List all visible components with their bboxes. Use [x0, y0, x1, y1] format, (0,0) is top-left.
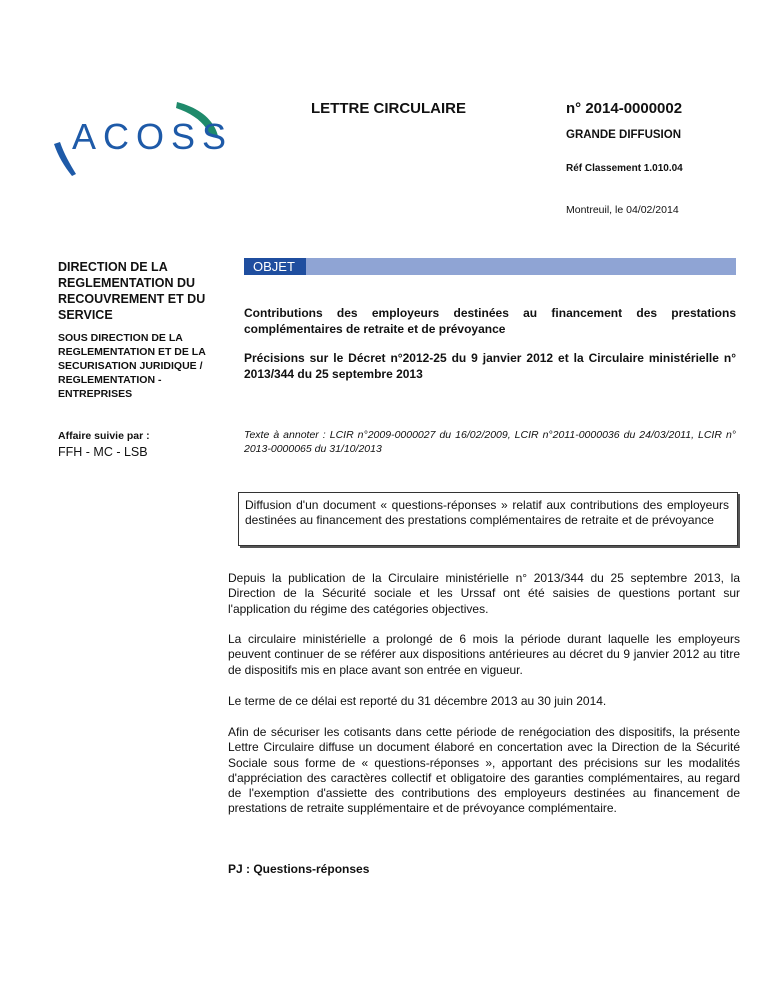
- affaire-label: Affaire suivie par :: [58, 430, 150, 442]
- body-paragraph: Afin de sécuriser les cotisants dans cette période de renégociation des dispositifs, la présente Lettre Circulaire diffuse un document élaboré en concertation avec la Direction de la Sécurité Sociale sous forme de « questions-réponses », apportant des précisions sur les modalités d'appréciation des caractères collectif et obligatoire des garanties complémentaires, au regard de l'exemption d'assiette des contributions des employeurs destinées au financement de prestations de retraite supplémentaire et de prévoyance complémentaire.: [228, 725, 740, 816]
- place-date: Montreuil, le 04/02/2014: [566, 204, 679, 216]
- summary-text: Diffusion d'un document « questions-réponses » relatif aux contributions des employeurs destinées au financement des prestations complémentaires de retraite et de prévoyance: [245, 498, 729, 527]
- affaire-value: FFH - MC - LSB: [58, 445, 148, 459]
- objet-label: OBJET: [244, 258, 306, 275]
- acoss-logo-text: ACOSS: [72, 116, 234, 157]
- diffusion-level: GRANDE DIFFUSION: [566, 129, 681, 141]
- direction-name: DIRECTION DE LA REGLEMENTATION DU RECOUVREMENT ET DU SERVICE: [58, 260, 206, 322]
- sous-direction-name: SOUS DIRECTION DE LA REGLEMENTATION ET DE LA SECURISATION JURIDIQUE / REGLEMENTATION - ENTREPRISES: [58, 332, 206, 400]
- subject-line-2: Précisions sur le Décret n°2012-25 du 9 janvier 2012 et la Circulaire ministérielle n° 2013/344 du 25 septembre 2013: [244, 351, 736, 381]
- classement-reference: Réf Classement 1.010.04: [566, 163, 683, 174]
- annotation-note: Texte à annoter : LCIR n°2009-0000027 du 16/02/2009, LCIR n°2011-0000036 du 24/03/2011, LCIR n° 2013-0000065 du 31/10/2013: [244, 429, 736, 455]
- body-paragraph: La circulaire ministérielle a prolongé de 6 mois la période durant laquelle les employeurs peuvent continuer de se référer aux dispositions antérieures au décret du 9 janvier 2012 au titre de dispositifs mis en place avant son entrée en vigueur.: [228, 632, 740, 677]
- body-paragraph: Depuis la publication de la Circulaire ministérielle n° 2013/344 du 25 septembre 2013, la Direction de la Sécurité sociale et les Urssaf ont été saisies de questions portant sur l'application du régime des catégories objectives.: [228, 571, 740, 616]
- subject-line-1: Contributions des employeurs destinées au financement des prestations complémentaires de retraite et de prévoyance: [244, 306, 736, 336]
- document-type: LETTRE CIRCULAIRE: [311, 100, 466, 117]
- objet-header-bar: [244, 258, 736, 275]
- body-paragraph: Le terme de ce délai est reporté du 31 décembre 2013 au 30 juin 2014.: [228, 694, 607, 708]
- attachment-line: PJ : Questions-réponses: [228, 862, 370, 876]
- document-number: n° 2014-0000002: [566, 100, 683, 117]
